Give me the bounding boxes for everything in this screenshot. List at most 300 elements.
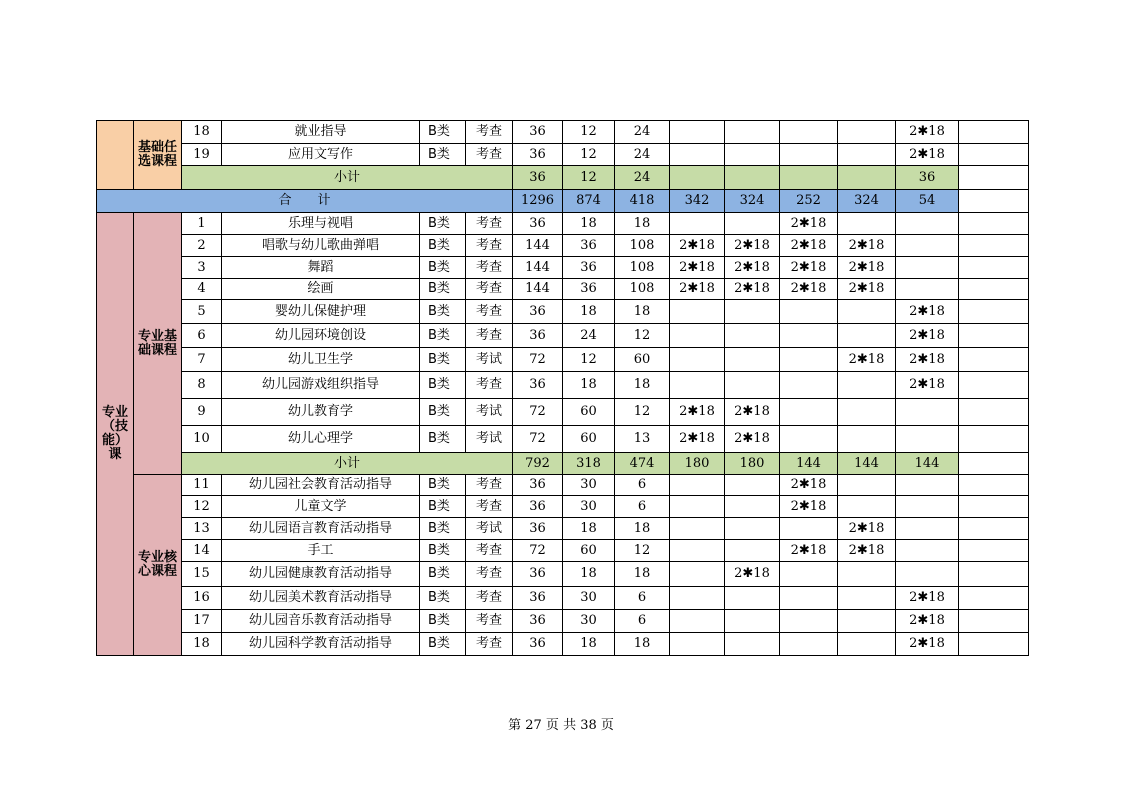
total-hours: 144: [513, 235, 563, 257]
assessment-method: 考查: [466, 121, 513, 144]
practice-hours: 13: [615, 426, 670, 453]
table-row: [97, 399, 1029, 426]
semester-2-hours: [725, 324, 780, 348]
course-name: 幼儿园游戏组织指导: [222, 372, 420, 399]
remarks-cell: [959, 475, 1029, 496]
total-hours: 72: [513, 426, 563, 453]
semester-4-hours: [838, 475, 896, 496]
semester-5-hours: [896, 562, 959, 587]
course-name: 应用文写作: [222, 144, 420, 166]
course-type: B类: [420, 348, 466, 372]
table-row: [97, 518, 1029, 540]
course-name: 幼儿卫生学: [222, 348, 420, 372]
subtotal-semester-3: 144: [780, 453, 838, 475]
total-hours: 36: [513, 610, 563, 633]
course-number: 3: [182, 257, 222, 279]
practice-hours: 6: [615, 587, 670, 610]
course-type: B类: [420, 300, 466, 324]
course-name: 幼儿园美术教育活动指导: [222, 587, 420, 610]
semester-4-hours: [838, 587, 896, 610]
table-row: [97, 453, 1029, 475]
semester-3-hours: 2✱18: [780, 279, 838, 300]
assessment-method: 考试: [466, 348, 513, 372]
subtotal-label: 小计: [182, 453, 513, 475]
course-name: 幼儿园音乐教育活动指导: [222, 610, 420, 633]
remarks-cell: [959, 496, 1029, 518]
semester-2-hours: 2✱18: [725, 235, 780, 257]
theory-hours: 30: [563, 587, 615, 610]
remarks-cell: [959, 399, 1029, 426]
category-label: 专业（技能）课: [97, 213, 134, 656]
assessment-method: 考查: [466, 610, 513, 633]
table-row: [97, 372, 1029, 399]
course-type: B类: [420, 121, 466, 144]
theory-hours: 30: [563, 496, 615, 518]
course-number: 12: [182, 496, 222, 518]
practice-hours: 18: [615, 372, 670, 399]
semester-2-hours: [725, 372, 780, 399]
assessment-method: 考试: [466, 399, 513, 426]
semester-2-hours: 2✱18: [725, 257, 780, 279]
grand-total-theory: 874: [563, 190, 615, 213]
semester-1-hours: 2✱18: [670, 257, 725, 279]
semester-2-hours: [725, 348, 780, 372]
semester-5-hours: 2✱18: [896, 324, 959, 348]
subtotal-semester-1: [670, 166, 725, 190]
total-hours: 36: [513, 475, 563, 496]
course-number: 10: [182, 426, 222, 453]
remarks-cell: [959, 279, 1029, 300]
assessment-method: 考查: [466, 213, 513, 235]
total-hours: 36: [513, 121, 563, 144]
theory-hours: 18: [563, 213, 615, 235]
remarks-cell: [959, 190, 1029, 213]
theory-hours: 60: [563, 540, 615, 562]
semester-3-hours: [780, 300, 838, 324]
semester-1-hours: 2✱18: [670, 235, 725, 257]
assessment-method: 考查: [466, 475, 513, 496]
semester-4-hours: 2✱18: [838, 348, 896, 372]
semester-1-hours: 2✱18: [670, 399, 725, 426]
total-hours: 72: [513, 399, 563, 426]
table-row: [97, 540, 1029, 562]
semester-4-hours: [838, 324, 896, 348]
assessment-method: 考查: [466, 633, 513, 656]
total-hours: 36: [513, 587, 563, 610]
course-name: 幼儿园环境创设: [222, 324, 420, 348]
semester-3-hours: [780, 324, 838, 348]
semester-5-hours: 2✱18: [896, 300, 959, 324]
course-name: 舞蹈: [222, 257, 420, 279]
course-number: 4: [182, 279, 222, 300]
semester-1-hours: [670, 587, 725, 610]
semester-3-hours: [780, 518, 838, 540]
semester-1-hours: [670, 372, 725, 399]
total-hours: 36: [513, 324, 563, 348]
remarks-cell: [959, 518, 1029, 540]
subtotal-semester-3: [780, 166, 838, 190]
remarks-cell: [959, 348, 1029, 372]
course-name: 幼儿教育学: [222, 399, 420, 426]
course-number: 18: [182, 121, 222, 144]
semester-2-hours: [725, 121, 780, 144]
total-hours: 36: [513, 213, 563, 235]
semester-1-hours: [670, 324, 725, 348]
practice-hours: 18: [615, 300, 670, 324]
semester-2-hours: [725, 518, 780, 540]
course-number: 7: [182, 348, 222, 372]
semester-1-hours: [670, 300, 725, 324]
table-row: [97, 475, 1029, 496]
theory-hours: 60: [563, 426, 615, 453]
theory-hours: 18: [563, 562, 615, 587]
practice-hours: 6: [615, 496, 670, 518]
course-number: 1: [182, 213, 222, 235]
semester-4-hours: [838, 610, 896, 633]
remarks-cell: [959, 453, 1029, 475]
total-hours: 144: [513, 279, 563, 300]
course-name: 乐理与视唱: [222, 213, 420, 235]
table-row: [97, 562, 1029, 587]
course-name: 幼儿园健康教育活动指导: [222, 562, 420, 587]
course-type: B类: [420, 235, 466, 257]
subtotal-semester-1: 180: [670, 453, 725, 475]
course-table: [96, 120, 1029, 656]
total-hours: 36: [513, 372, 563, 399]
table-row: [97, 587, 1029, 610]
practice-hours: 18: [615, 562, 670, 587]
semester-1-hours: [670, 562, 725, 587]
semester-3-hours: [780, 144, 838, 166]
semester-5-hours: [896, 475, 959, 496]
table-row: [97, 496, 1029, 518]
total-hours: 72: [513, 540, 563, 562]
course-number: 9: [182, 399, 222, 426]
table-row: [97, 190, 1029, 213]
assessment-method: 考查: [466, 300, 513, 324]
assessment-method: 考查: [466, 587, 513, 610]
theory-hours: 18: [563, 518, 615, 540]
semester-1-hours: [670, 348, 725, 372]
assessment-method: 考查: [466, 144, 513, 166]
practice-hours: 6: [615, 610, 670, 633]
table-row: [97, 144, 1029, 166]
grand-total-total: 1296: [513, 190, 563, 213]
remarks-cell: [959, 121, 1029, 144]
course-number: 8: [182, 372, 222, 399]
category-cell: [97, 121, 134, 190]
semester-5-hours: [896, 496, 959, 518]
course-number: 11: [182, 475, 222, 496]
course-number: 6: [182, 324, 222, 348]
remarks-cell: [959, 235, 1029, 257]
course-number: 15: [182, 562, 222, 587]
theory-hours: 18: [563, 633, 615, 656]
total-hours: 36: [513, 144, 563, 166]
course-number: 19: [182, 144, 222, 166]
total-hours: 36: [513, 496, 563, 518]
semester-5-hours: 2✱18: [896, 144, 959, 166]
practice-hours: 108: [615, 257, 670, 279]
course-type: B类: [420, 475, 466, 496]
semester-4-hours: [838, 300, 896, 324]
subtotal-label: 小计: [182, 166, 513, 190]
remarks-cell: [959, 257, 1029, 279]
total-hours: 36: [513, 518, 563, 540]
remarks-cell: [959, 166, 1029, 190]
semester-3-hours: 2✱18: [780, 257, 838, 279]
assessment-method: 考查: [466, 257, 513, 279]
semester-2-hours: [725, 540, 780, 562]
remarks-cell: [959, 540, 1029, 562]
course-number: 13: [182, 518, 222, 540]
course-type: B类: [420, 372, 466, 399]
remarks-cell: [959, 213, 1029, 235]
remarks-cell: [959, 426, 1029, 453]
practice-hours: 18: [615, 213, 670, 235]
remarks-cell: [959, 633, 1029, 656]
theory-hours: 36: [563, 257, 615, 279]
theory-hours: 30: [563, 610, 615, 633]
course-type: B类: [420, 633, 466, 656]
semester-4-hours: 2✱18: [838, 257, 896, 279]
course-type: B类: [420, 399, 466, 426]
assessment-method: 考查: [466, 279, 513, 300]
total-hours: 36: [513, 562, 563, 587]
subtotal-semester-4: 144: [838, 453, 896, 475]
course-type: B类: [420, 610, 466, 633]
table-row: [97, 426, 1029, 453]
semester-4-hours: 2✱18: [838, 540, 896, 562]
subtotal-semester-5: 144: [896, 453, 959, 475]
theory-hours: 12: [563, 144, 615, 166]
course-number: 2: [182, 235, 222, 257]
grand-total-semester-4: 324: [838, 190, 896, 213]
semester-4-hours: 2✱18: [838, 518, 896, 540]
semester-2-hours: 2✱18: [725, 426, 780, 453]
semester-1-hours: 2✱18: [670, 279, 725, 300]
semester-1-hours: [670, 213, 725, 235]
table-row: [97, 235, 1029, 257]
semester-3-hours: [780, 399, 838, 426]
semester-4-hours: [838, 121, 896, 144]
course-type: B类: [420, 562, 466, 587]
course-number: 16: [182, 587, 222, 610]
grand-total-label: 合 计: [97, 190, 513, 213]
semester-4-hours: [838, 426, 896, 453]
table-row: [97, 166, 1029, 190]
semester-2-hours: [725, 633, 780, 656]
semester-2-hours: [725, 496, 780, 518]
practice-hours: 18: [615, 633, 670, 656]
theory-hours: 18: [563, 300, 615, 324]
theory-hours: 12: [563, 121, 615, 144]
semester-5-hours: [896, 426, 959, 453]
semester-3-hours: [780, 426, 838, 453]
remarks-cell: [959, 587, 1029, 610]
semester-5-hours: 2✱18: [896, 633, 959, 656]
assessment-method: 考查: [466, 372, 513, 399]
assessment-method: 考查: [466, 235, 513, 257]
course-number: 17: [182, 610, 222, 633]
practice-hours: 12: [615, 540, 670, 562]
course-name: 幼儿心理学: [222, 426, 420, 453]
semester-3-hours: 2✱18: [780, 213, 838, 235]
subtotal-practice: 24: [615, 166, 670, 190]
semester-2-hours: [725, 610, 780, 633]
semester-2-hours: [725, 300, 780, 324]
grand-total-practice: 418: [615, 190, 670, 213]
table-body: [97, 121, 1029, 656]
course-name: 婴幼儿保健护理: [222, 300, 420, 324]
remarks-cell: [959, 300, 1029, 324]
subtotal-semester-2: 180: [725, 453, 780, 475]
subcategory-label: 专业核心课程: [134, 475, 182, 656]
subtotal-semester-4: [838, 166, 896, 190]
semester-5-hours: 2✱18: [896, 610, 959, 633]
subtotal-semester-5: 36: [896, 166, 959, 190]
page-footer: 第 27 页 共 38 页: [508, 718, 614, 733]
semester-5-hours: [896, 235, 959, 257]
table-row: [97, 610, 1029, 633]
course-name: 幼儿园语言教育活动指导: [222, 518, 420, 540]
course-type: B类: [420, 540, 466, 562]
assessment-method: 考查: [466, 562, 513, 587]
semester-2-hours: [725, 587, 780, 610]
assessment-method: 考试: [466, 426, 513, 453]
semester-2-hours: [725, 144, 780, 166]
semester-5-hours: 2✱18: [896, 372, 959, 399]
theory-hours: 36: [563, 279, 615, 300]
practice-hours: 24: [615, 144, 670, 166]
practice-hours: 108: [615, 235, 670, 257]
semester-4-hours: 2✱18: [838, 279, 896, 300]
course-number: 14: [182, 540, 222, 562]
course-name: 绘画: [222, 279, 420, 300]
theory-hours: 36: [563, 235, 615, 257]
course-number: 5: [182, 300, 222, 324]
semester-2-hours: 2✱18: [725, 562, 780, 587]
grand-total-semester-3: 252: [780, 190, 838, 213]
remarks-cell: [959, 324, 1029, 348]
course-type: B类: [420, 496, 466, 518]
total-hours: 144: [513, 257, 563, 279]
total-hours: 36: [513, 300, 563, 324]
course-type: B类: [420, 144, 466, 166]
course-name: 幼儿园社会教育活动指导: [222, 475, 420, 496]
remarks-cell: [959, 562, 1029, 587]
table-row: [97, 279, 1029, 300]
subtotal-total: 792: [513, 453, 563, 475]
theory-hours: 18: [563, 372, 615, 399]
semester-3-hours: [780, 633, 838, 656]
semester-1-hours: [670, 496, 725, 518]
semester-5-hours: 2✱18: [896, 348, 959, 372]
semester-3-hours: [780, 348, 838, 372]
remarks-cell: [959, 144, 1029, 166]
table-row: [97, 633, 1029, 656]
grand-total-semester-2: 324: [725, 190, 780, 213]
table-row: [97, 213, 1029, 235]
semester-5-hours: [896, 399, 959, 426]
course-type: B类: [420, 426, 466, 453]
semester-4-hours: [838, 399, 896, 426]
subcategory-label: 专业基础课程: [134, 213, 182, 475]
course-name: 儿童文学: [222, 496, 420, 518]
table-row: [97, 300, 1029, 324]
course-type: B类: [420, 213, 466, 235]
practice-hours: 24: [615, 121, 670, 144]
table-row: [97, 121, 1029, 144]
course-name: 手工: [222, 540, 420, 562]
remarks-cell: [959, 372, 1029, 399]
practice-hours: 12: [615, 399, 670, 426]
subtotal-theory: 318: [563, 453, 615, 475]
total-hours: 36: [513, 633, 563, 656]
semester-3-hours: [780, 121, 838, 144]
course-name: 幼儿园科学教育活动指导: [222, 633, 420, 656]
semester-3-hours: [780, 610, 838, 633]
subcategory-label: 基础任选课程: [134, 121, 182, 190]
semester-1-hours: [670, 610, 725, 633]
semester-5-hours: 2✱18: [896, 587, 959, 610]
semester-1-hours: [670, 518, 725, 540]
assessment-method: 考查: [466, 324, 513, 348]
table-row: [97, 257, 1029, 279]
course-number: 18: [182, 633, 222, 656]
subtotal-total: 36: [513, 166, 563, 190]
practice-hours: 60: [615, 348, 670, 372]
semester-1-hours: [670, 540, 725, 562]
total-hours: 72: [513, 348, 563, 372]
course-type: B类: [420, 518, 466, 540]
semester-2-hours: 2✱18: [725, 279, 780, 300]
semester-5-hours: [896, 257, 959, 279]
course-type: B类: [420, 279, 466, 300]
theory-hours: 12: [563, 348, 615, 372]
table-row: [97, 324, 1029, 348]
assessment-method: 考查: [466, 496, 513, 518]
practice-hours: 12: [615, 324, 670, 348]
semester-4-hours: [838, 562, 896, 587]
semester-4-hours: [838, 144, 896, 166]
semester-3-hours: 2✱18: [780, 235, 838, 257]
theory-hours: 60: [563, 399, 615, 426]
semester-1-hours: [670, 144, 725, 166]
theory-hours: 30: [563, 475, 615, 496]
table-row: [97, 348, 1029, 372]
semester-1-hours: [670, 475, 725, 496]
semester-2-hours: 2✱18: [725, 399, 780, 426]
semester-5-hours: [896, 279, 959, 300]
semester-4-hours: [838, 496, 896, 518]
course-type: B类: [420, 324, 466, 348]
grand-total-semester-5: 54: [896, 190, 959, 213]
assessment-method: 考查: [466, 540, 513, 562]
course-type: B类: [420, 587, 466, 610]
remarks-cell: [959, 610, 1029, 633]
semester-4-hours: [838, 633, 896, 656]
semester-4-hours: [838, 372, 896, 399]
semester-4-hours: 2✱18: [838, 235, 896, 257]
practice-hours: 108: [615, 279, 670, 300]
semester-1-hours: [670, 633, 725, 656]
grand-total-semester-1: 342: [670, 190, 725, 213]
semester-5-hours: [896, 540, 959, 562]
subtotal-theory: 12: [563, 166, 615, 190]
assessment-method: 考试: [466, 518, 513, 540]
subtotal-semester-2: [725, 166, 780, 190]
